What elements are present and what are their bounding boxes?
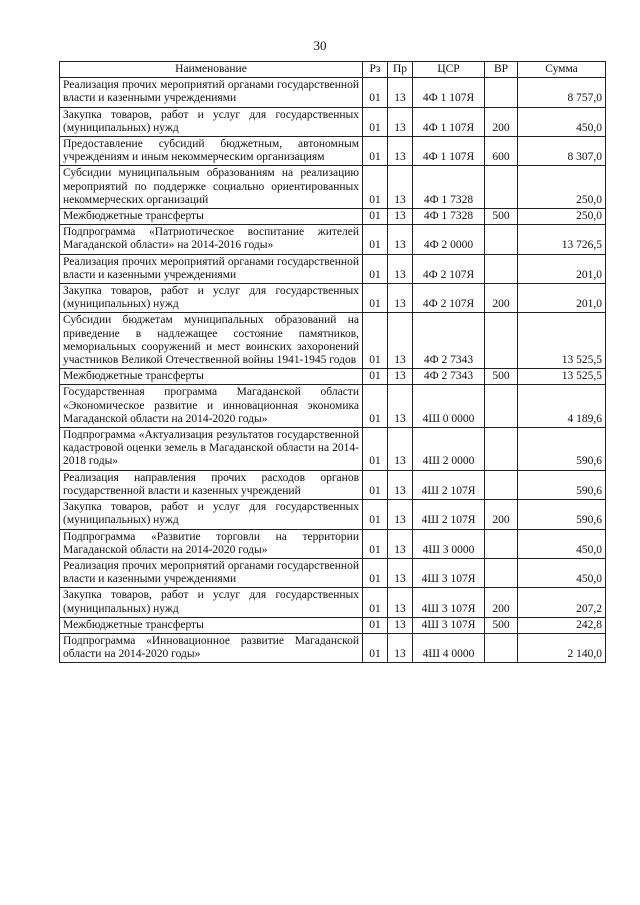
row-name: Межбюджетные трансферты bbox=[60, 617, 363, 633]
row-rz: 01 bbox=[363, 500, 388, 529]
row-vr: 500 bbox=[485, 617, 518, 633]
header-name: Наименование bbox=[60, 62, 363, 78]
row-pr: 13 bbox=[388, 166, 413, 209]
row-name: Закупка товаров, работ и услуг для государственных (муниципальных) нужд bbox=[60, 588, 363, 617]
row-csr: 4Ш 3 107Я bbox=[413, 617, 485, 633]
row-pr: 13 bbox=[388, 529, 413, 558]
row-rz: 01 bbox=[363, 209, 388, 225]
table-row bbox=[60, 558, 606, 587]
row-csr: 4Ш 3 107Я bbox=[413, 588, 485, 617]
row-name: Реализация прочих мероприятий органами государственной власти и казенными учреждениями bbox=[60, 558, 363, 587]
row-sum: 13 726,5 bbox=[518, 225, 606, 254]
table-row bbox=[60, 529, 606, 558]
row-rz: 01 bbox=[363, 225, 388, 254]
row-vr bbox=[485, 470, 518, 499]
row-pr: 13 bbox=[388, 369, 413, 385]
row-rz: 01 bbox=[363, 617, 388, 633]
table-row bbox=[60, 470, 606, 499]
row-csr: 4Ш 2 0000 bbox=[413, 428, 485, 471]
table-row bbox=[60, 107, 606, 136]
row-rz: 01 bbox=[363, 166, 388, 209]
row-csr: 4Ф 2 7343 bbox=[413, 313, 485, 369]
table-row bbox=[60, 588, 606, 617]
row-name: Государственная программа Магаданской области «Экономическое развитие и инновационная экономика Магаданской области на 2014-2020 годы» bbox=[60, 385, 363, 428]
row-sum: 13 525,5 bbox=[518, 313, 606, 369]
row-vr bbox=[485, 428, 518, 471]
row-name: Реализация прочих мероприятий органами государственной власти и казенными учреждениями bbox=[60, 254, 363, 283]
table-row bbox=[60, 633, 606, 662]
row-pr: 13 bbox=[388, 500, 413, 529]
row-rz: 01 bbox=[363, 137, 388, 166]
row-name: Подпрограмма «Патриотическое воспитание жителей Магаданской области» на 2014-2016 годы» bbox=[60, 225, 363, 254]
header-csr: ЦСР bbox=[413, 62, 485, 78]
row-rz: 01 bbox=[363, 529, 388, 558]
row-csr: 4Ф 1 107Я bbox=[413, 78, 485, 107]
row-sum: 450,0 bbox=[518, 558, 606, 587]
row-pr: 13 bbox=[388, 107, 413, 136]
table-row bbox=[60, 617, 606, 633]
header-pr: Пр bbox=[388, 62, 413, 78]
row-name: Реализация направления прочих расходов органов государственной власти и казенных учреждений bbox=[60, 470, 363, 499]
row-rz: 01 bbox=[363, 633, 388, 662]
table-row bbox=[60, 166, 606, 209]
row-vr bbox=[485, 254, 518, 283]
row-pr: 13 bbox=[388, 558, 413, 587]
table-row bbox=[60, 369, 606, 385]
row-vr: 200 bbox=[485, 588, 518, 617]
row-rz: 01 bbox=[363, 470, 388, 499]
row-sum: 13 525,5 bbox=[518, 369, 606, 385]
row-csr: 4Ф 2 107Я bbox=[413, 284, 485, 313]
row-sum: 8 307,0 bbox=[518, 137, 606, 166]
table-row bbox=[60, 137, 606, 166]
row-name: Подпрограмма «Актуализация результатов государственной кадастровой оценки земель в Магаданской области на 2014-2018 годы» bbox=[60, 428, 363, 471]
row-rz: 01 bbox=[363, 558, 388, 587]
row-name: Предоставление субсидий бюджетным, автономным учреждениям и иным некоммерческим организациям bbox=[60, 137, 363, 166]
header-vr: ВР bbox=[485, 62, 518, 78]
table-row bbox=[60, 225, 606, 254]
row-csr: 4Ш 2 107Я bbox=[413, 470, 485, 499]
row-pr: 13 bbox=[388, 313, 413, 369]
row-vr bbox=[485, 166, 518, 209]
row-rz: 01 bbox=[363, 313, 388, 369]
row-sum: 2 140,0 bbox=[518, 633, 606, 662]
row-csr: 4Ш 2 107Я bbox=[413, 500, 485, 529]
row-csr: 4Ф 1 7328 bbox=[413, 209, 485, 225]
row-name: Межбюджетные трансферты bbox=[60, 369, 363, 385]
row-sum: 450,0 bbox=[518, 529, 606, 558]
row-vr bbox=[485, 78, 518, 107]
row-vr: 200 bbox=[485, 107, 518, 136]
table-row bbox=[60, 428, 606, 471]
header-sum: Сумма bbox=[518, 62, 606, 78]
row-vr: 600 bbox=[485, 137, 518, 166]
table-row bbox=[60, 209, 606, 225]
row-vr bbox=[485, 529, 518, 558]
row-vr: 200 bbox=[485, 500, 518, 529]
row-sum: 207,2 bbox=[518, 588, 606, 617]
row-vr bbox=[485, 313, 518, 369]
table-row bbox=[60, 284, 606, 313]
header-rz: Рз bbox=[363, 62, 388, 78]
row-sum: 450,0 bbox=[518, 107, 606, 136]
row-name: Закупка товаров, работ и услуг для государственных (муниципальных) нужд bbox=[60, 500, 363, 529]
table-row bbox=[60, 385, 606, 428]
budget-table bbox=[59, 61, 606, 663]
row-pr: 13 bbox=[388, 254, 413, 283]
row-rz: 01 bbox=[363, 107, 388, 136]
row-rz: 01 bbox=[363, 428, 388, 471]
row-pr: 13 bbox=[388, 428, 413, 471]
row-sum: 242,8 bbox=[518, 617, 606, 633]
row-pr: 13 bbox=[388, 470, 413, 499]
row-sum: 590,6 bbox=[518, 500, 606, 529]
row-name: Подпрограмма «Инновационное развитие Магаданской области на 2014-2020 годы» bbox=[60, 633, 363, 662]
row-name: Межбюджетные трансферты bbox=[60, 209, 363, 225]
row-sum: 4 189,6 bbox=[518, 385, 606, 428]
row-pr: 13 bbox=[388, 209, 413, 225]
row-pr: 13 bbox=[388, 385, 413, 428]
row-pr: 13 bbox=[388, 225, 413, 254]
row-sum: 590,6 bbox=[518, 470, 606, 499]
row-vr bbox=[485, 385, 518, 428]
row-name: Подпрограмма «Развитие торговли на территории Магаданской области на 2014-2020 годы» bbox=[60, 529, 363, 558]
row-csr: 4Ф 2 0000 bbox=[413, 225, 485, 254]
row-name: Закупка товаров, работ и услуг для государственных (муниципальных) нужд bbox=[60, 107, 363, 136]
row-pr: 13 bbox=[388, 588, 413, 617]
row-rz: 01 bbox=[363, 284, 388, 313]
row-rz: 01 bbox=[363, 588, 388, 617]
row-name: Закупка товаров, работ и услуг для государственных (муниципальных) нужд bbox=[60, 284, 363, 313]
table-row bbox=[60, 254, 606, 283]
row-csr: 4Ш 0 0000 bbox=[413, 385, 485, 428]
row-csr: 4Ш 4 0000 bbox=[413, 633, 485, 662]
row-sum: 8 757,0 bbox=[518, 78, 606, 107]
row-vr bbox=[485, 558, 518, 587]
row-csr: 4Ф 1 107Я bbox=[413, 107, 485, 136]
row-csr: 4Ф 1 107Я bbox=[413, 137, 485, 166]
row-vr bbox=[485, 633, 518, 662]
row-rz: 01 bbox=[363, 254, 388, 283]
row-name: Реализация прочих мероприятий органами государственной власти и казенными учреждениями bbox=[60, 78, 363, 107]
row-csr: 4Ф 2 7343 bbox=[413, 369, 485, 385]
row-vr: 500 bbox=[485, 209, 518, 225]
row-name: Субсидии муниципальным образованиям на реализацию мероприятий по поддержке социально ориентированных некоммерческих организаций bbox=[60, 166, 363, 209]
row-pr: 13 bbox=[388, 137, 413, 166]
row-rz: 01 bbox=[363, 385, 388, 428]
table-row bbox=[60, 500, 606, 529]
row-pr: 13 bbox=[388, 78, 413, 107]
row-pr: 13 bbox=[388, 633, 413, 662]
row-sum: 250,0 bbox=[518, 209, 606, 225]
row-csr: 4Ф 1 7328 bbox=[413, 166, 485, 209]
row-vr: 500 bbox=[485, 369, 518, 385]
row-pr: 13 bbox=[388, 284, 413, 313]
row-rz: 01 bbox=[363, 78, 388, 107]
table-row bbox=[60, 78, 606, 107]
row-csr: 4Ш 3 107Я bbox=[413, 558, 485, 587]
row-pr: 13 bbox=[388, 617, 413, 633]
row-sum: 250,0 bbox=[518, 166, 606, 209]
row-name: Субсидии бюджетам муниципальных образований на приведение в надлежащее состояние памятников, мемориальных сооружений и мест воинских захоронений участников Великой Отечественной войны 1941-1945 годов bbox=[60, 313, 363, 369]
table-header-row bbox=[60, 62, 606, 78]
row-sum: 201,0 bbox=[518, 284, 606, 313]
row-sum: 590,6 bbox=[518, 428, 606, 471]
row-csr: 4Ф 2 107Я bbox=[413, 254, 485, 283]
table-row bbox=[60, 313, 606, 369]
row-sum: 201,0 bbox=[518, 254, 606, 283]
page-number: 30 bbox=[313, 38, 327, 53]
row-csr: 4Ш 3 0000 bbox=[413, 529, 485, 558]
row-vr: 200 bbox=[485, 284, 518, 313]
row-vr bbox=[485, 225, 518, 254]
row-rz: 01 bbox=[363, 369, 388, 385]
